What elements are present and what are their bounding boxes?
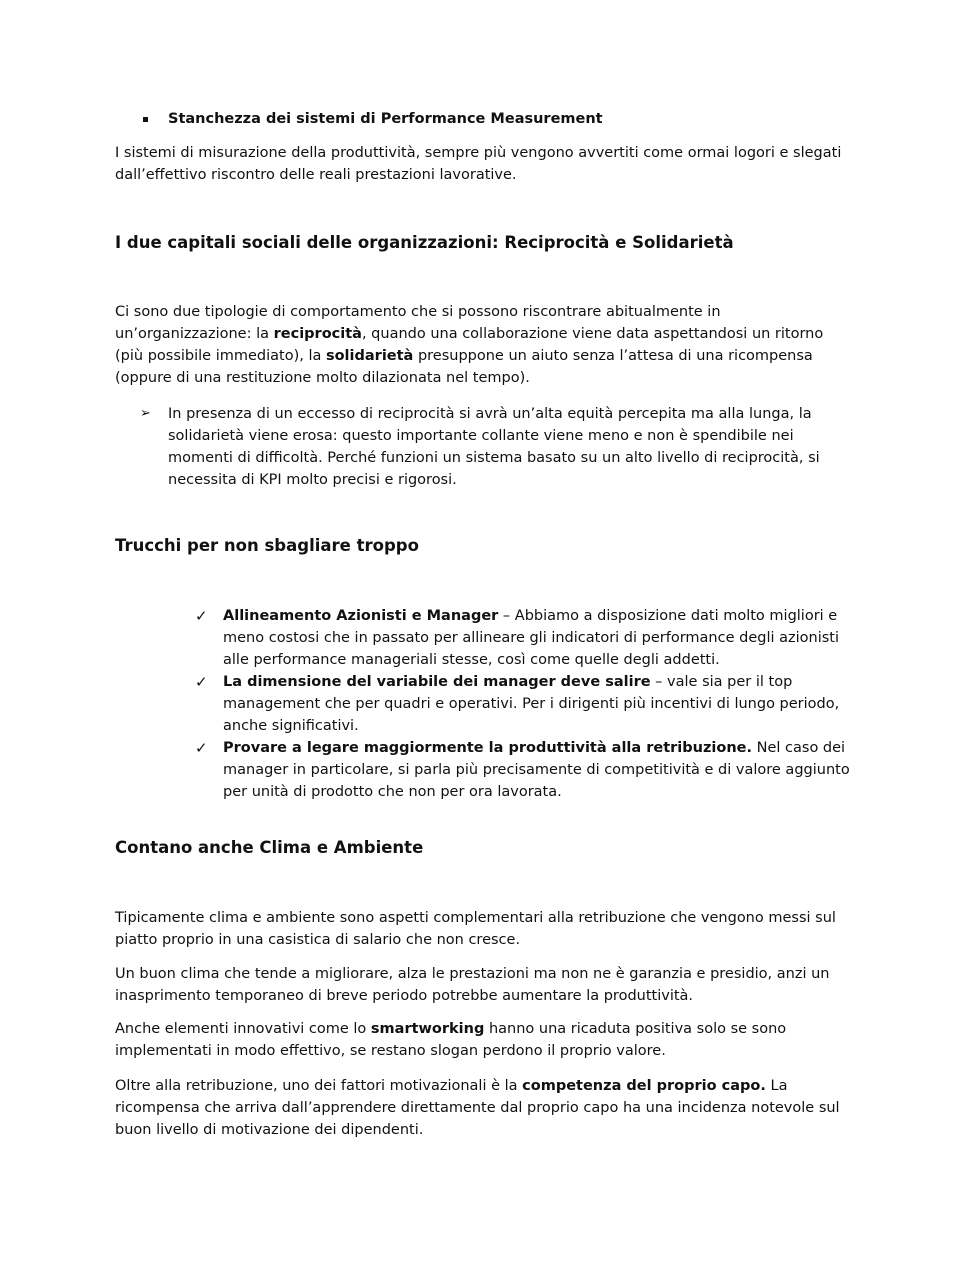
arrow-list-item xyxy=(115,403,855,491)
check-icon: ✓ xyxy=(195,607,208,625)
bold-solidarieta: solidarietà xyxy=(325,348,414,364)
paragraph-reciprocita: Ci sono due tipologie di comportamento che si possono riscontrare abitualmente in un’organizzazione: la reciprocità, quando una collaborazione viene data aspettandosi un ritorno (più possibile immediato), la solidarietà presuppone un aiuto senza l’attesa di una ricompensa (oppure di una restituzione molto dilazionata nel tempo). xyxy=(115,304,824,386)
paragraph-clima-1: Tipicamente clima e ambiente sono aspetti complementari alla retribuzione che vengono messi sul piatto proprio in una casistica di salario che non cresce. xyxy=(115,910,836,948)
paragraph-competenza: Oltre alla retribuzione, uno dei fattori motivazionali è la competenza del proprio capo. La ricompensa che arriva dall’apprendere direttamente dal proprio capo ha una incidenza notevole sul buon livello di motivazione dei dipendenti. xyxy=(115,1078,840,1138)
check-list xyxy=(195,605,855,803)
heading-clima-ambiente: Contano anche Clima e Ambiente xyxy=(115,838,424,857)
heading-trucchi: Trucchi per non sbagliare troppo xyxy=(115,536,419,555)
list-item: ✓ Provare a legare maggiormente la produttività alla retribuzione. Nel caso dei manager in particolare, si parla più precisamente di competitività e di valore aggiunto per unità di prodotto che non per ora lavorata. xyxy=(195,739,850,800)
paragraph-smartworking: Anche elementi innovativi come lo smartworking hanno una ricaduta positiva solo se sono implementati in modo effettivo, se restano slogan perdono il proprio valore. xyxy=(115,1021,787,1059)
list-item: ✓ Allineamento Azionisti e Manager – Abbiamo a disposizione dati molto migliori e meno costosi che in passato per allineare gli indicatori di performance degli azionisti alle performance manageriali stesse, così come quelle degli addetti. xyxy=(195,607,839,668)
bold-reciprocita: reciprocità xyxy=(273,326,362,342)
check-icon: ✓ xyxy=(195,739,208,757)
paragraph-clima-2: Un buon clima che tende a migliorare, alza le prestazioni ma non ne è garanzia e presidio, anzi un inasprimento temporaneo di breve periodo potrebbe aumentare la produttività. xyxy=(115,966,830,1004)
bold-competenza: competenza del proprio capo. xyxy=(522,1078,766,1094)
paragraph-performance: I sistemi di misurazione della produttività, sempre più vengono avvertiti come ormai logori e slegati dall’effettivo riscontro delle reali prestazioni lavorative. xyxy=(115,145,842,183)
bullet-title: Stanchezza dei sistemi di Performance Measurement xyxy=(168,111,603,127)
arrow-item-text: In presenza di un eccesso di reciprocità si avrà un’alta equità percepita ma alla lunga, la solidarietà viene erosa: questo importante collante viene meno e non è spendibile nei momenti di difficoltà. Perché funzioni un sistema basato su un alto livello di reciprocità, si necessita di KPI molto precisi e rigorosi. xyxy=(168,406,820,488)
list-item: ✓ La dimensione del variabile dei manager deve salire – vale sia per il top management che per quadri e operativi. Per i dirigenti più incentivi di lungo periodo, anche significativi. xyxy=(195,673,840,734)
square-bullet-icon xyxy=(143,117,148,122)
check-icon: ✓ xyxy=(195,673,208,691)
arrow-bullet-icon: ➢ xyxy=(140,406,151,421)
heading-capitali-sociali: I due capitali sociali delle organizzazioni: Reciprocità e Solidarietà xyxy=(115,233,734,252)
bold-smartworking: smartworking xyxy=(370,1021,485,1037)
